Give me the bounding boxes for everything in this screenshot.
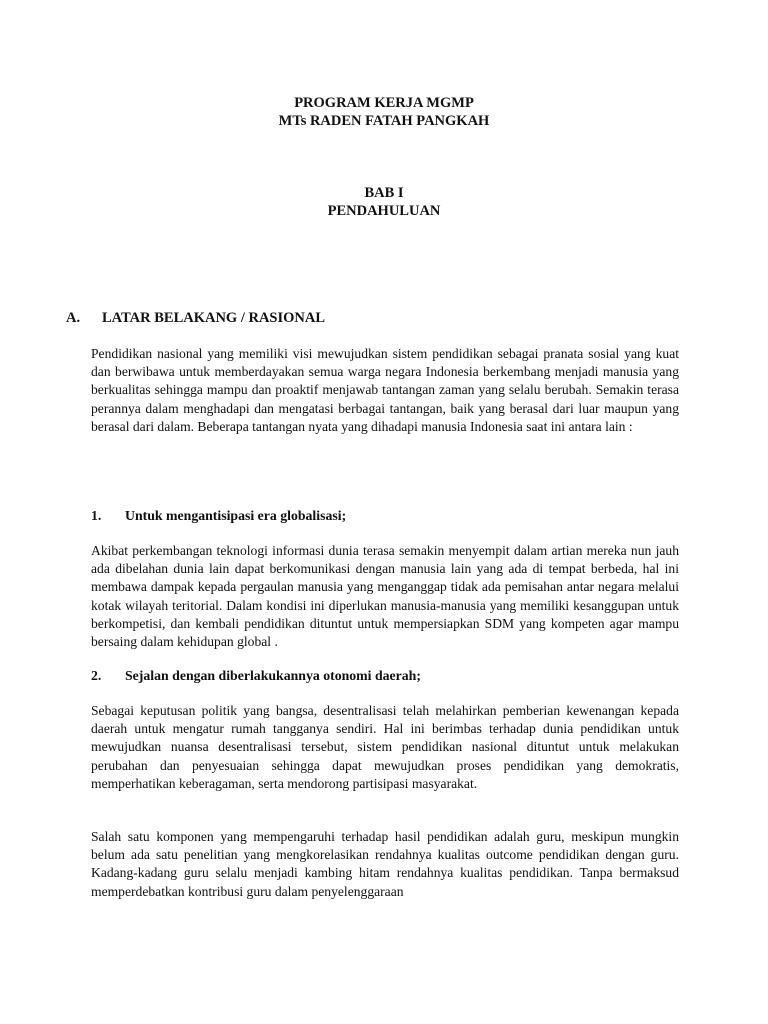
document-title xyxy=(0,94,768,130)
subsection-paragraph-1: Akibat perkembangan teknologi informasi dunia terasa semakin menyempit dalam artian mereka nun jauh ada dibelahan dunia lain dapat berkomunikasi dengan manusia lain yang ada di tempat berbeda, hal ini membawa dampak kepada pergaulan manusia yang menganggap tidak ada pemisahan antar negara melalui kotak wilayah teritorial. Dalam kondisi ini diperlukan manusia-manusia yang memiliki kesanggupan untuk berkompetisi, dan kembali pendidikan dituntut untuk mempersiapkan SDM yang kompeten agar mampu bersaing dalam kehidupan global . xyxy=(91,543,679,650)
subsection-heading-1 xyxy=(91,507,346,525)
section-number: A. xyxy=(66,310,81,326)
subsection-title-2: Sejalan dengan diberlakukannya otonomi daerah; xyxy=(125,668,421,683)
subsection-number-2: 2. xyxy=(91,668,102,683)
section-heading xyxy=(66,309,325,327)
subsection-paragraph-2: Sebagai keputusan politik yang bangsa, desentralisasi telah melahirkan pemberian kewenangan kepada daerah untuk mengatur rumah tangganya sendiri. Hal ini berimbas terhadap dunia pendidikan untuk mewujudkan nuansa desentralisasi tersebut, sistem pendidikan nasional dituntut untuk melakukan perubahan dan penyesuaian sehingga dapat mewujudkan proses pendidikan yang demokratis, memperhatikan keberagaman, serta mendorong partisipasi masyarakat. xyxy=(91,703,679,791)
section-title: LATAR BELAKANG / RASIONAL xyxy=(102,310,326,326)
chapter-number: BAB I xyxy=(364,185,404,201)
chapter-heading xyxy=(0,184,768,220)
title-line-1: PROGRAM KERJA MGMP xyxy=(294,95,474,111)
subsection-number-1: 1. xyxy=(91,508,102,523)
title-line-2: MTs RADEN FATAH PANGKAH xyxy=(278,113,490,129)
intro-paragraph: Pendidikan nasional yang memiliki visi mewujudkan sistem pendidikan sebagai pranata sosial yang kuat dan berwibawa untuk memberdayakan semua warga negara Indonesia berkembang menjadi manusia yang berkualitas sehingga mampu dan proaktif menjawab tantangan zaman yang selalu berubah. Semakin terasa perannya dalam menghadapi dan mengatasi berbagai tantangan, baik yang berasal dari luar maupun yang berasal dari dalam. Beberapa tantangan nyata yang dihadapi manusia Indonesia saat ini antara lain : xyxy=(91,346,679,434)
subsection-paragraph-3: Salah satu komponen yang mempengaruhi terhadap hasil pendidikan adalah guru, meskipun mungkin belum ada satu penelitian yang mengkorelasikan rendahnya kualitas outcome pendidikan dengan guru. Kadang-kadang guru selalu menjadi kambing hitam rendahnya kualitas pendidikan. Tanpa bermaksud memperdebatkan kontribusi guru dalam penyelenggaraan xyxy=(91,829,679,899)
chapter-title: PENDAHULUAN xyxy=(327,203,441,219)
subsection-heading-2 xyxy=(91,667,421,685)
subsection-title-1: Untuk mengantisipasi era globalisasi; xyxy=(125,508,347,523)
